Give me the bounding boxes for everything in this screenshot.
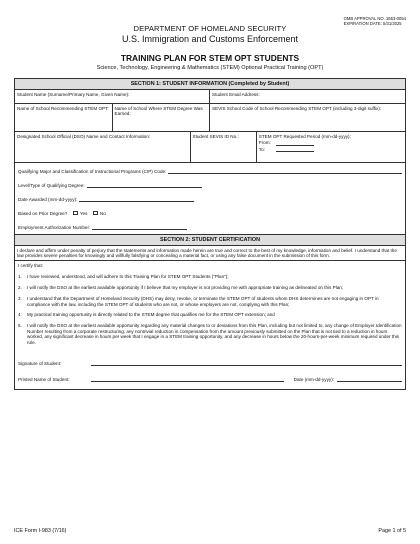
form-id: ICE Form I-983 (7/16) (14, 528, 67, 534)
signature-field[interactable] (18, 359, 402, 366)
sevis-school-code-label: SEVIS School Code of School Recommending STEM OPT (including 3-digit suffix): (212, 105, 382, 111)
form-title: TRAINING PLAN FOR STEM OPT STUDENTS (120, 53, 300, 63)
cip-field[interactable] (18, 168, 402, 174)
student-name-label: Student Name (Surname/Primary Name, Given Name): (17, 91, 130, 97)
form-subtitle: Science, Technology, Engineering & Mathematics (STEM) Optional Practical Training (OPT) (96, 65, 324, 71)
date-awarded-label: Date Awarded (mm-dd-yyyy): (18, 197, 78, 203)
signature-block (15, 349, 405, 389)
degree-level-field[interactable] (18, 182, 402, 188)
no-label: No (99, 210, 106, 216)
date-awarded-input[interactable] (79, 197, 194, 203)
cert-item: 5. I will notify the DSO at the earliest available opportunity regarding any material changes to or deviations from this Plan, including but not limited to, any change of Employer Identification Number resulting from a corporate restructuring, any nontrivial reduction in compensation from the amount previously submitted on the Plan that is not tied to a reduction in hours worked, any significant decrease in hours per week that I engage in a STEM training opportunity, and any decrease in hours below the 20-hours-per-week minimum required under this rule. (18, 323, 402, 345)
form-body (14, 78, 406, 390)
signature-input[interactable] (91, 361, 402, 367)
cert-item: 4. My practical training opportunity is directly related to the STEM degree that qualifies me for the STEM OPT extension; and (18, 312, 275, 318)
cert-item: 2. I will notify the DSO at the earliest available opportunity if I believe that my employer is not providing me with appropriate training as delineated on this Plan; (18, 285, 344, 291)
school-degree-field[interactable] (113, 104, 211, 131)
prior-degree-label: Based on Prior Degree? (18, 210, 68, 216)
opt-period-label: STEM OPT Requested Period (mm-dd-yyyy): (258, 133, 351, 139)
degree-info-block (15, 168, 405, 235)
ead-input[interactable] (92, 225, 187, 231)
certify-intro: I certify that: (18, 263, 44, 269)
sevis-school-code-field[interactable] (210, 104, 405, 131)
opt-period-field (257, 132, 405, 162)
to-label: To: (258, 146, 265, 152)
section2-heading: SECTION 2: STUDENT CERTIFICATION (15, 235, 405, 246)
agency-name: U.S. Immigration and Customs Enforcement (121, 34, 299, 44)
cert-item: 3. I understand that the Department of Homeland Security (DHS) may deny, revoke, or terminate the STEM OPT of students whom DHS determines are not engaging in OPT in compliance with the law, including the STEM OPT of students who are not, or whose employers are not, complying with this Plan; (18, 296, 379, 307)
student-email-field[interactable] (210, 90, 405, 103)
sevis-id-field[interactable] (191, 132, 257, 162)
form-header (14, 24, 406, 71)
to-input[interactable] (276, 147, 314, 153)
ead-field[interactable] (18, 224, 402, 230)
from-label: From: (258, 140, 271, 146)
date-awarded-field[interactable] (18, 196, 402, 202)
row-schools (15, 104, 405, 132)
row-name-email (15, 90, 405, 104)
cert-item: 1. I have reviewed, understood, and will adhere to this Training Plan for STEM OPT Students ("Plan"); (18, 274, 229, 280)
certification-items (15, 261, 405, 349)
ead-label: Employment Authorization Number: (18, 225, 91, 231)
cip-label: Qualifying Major and Classification of Instructional Programs (CIP) Code: (18, 169, 167, 175)
school-degree-label: Name of School Where STEM Degree Was Earned: (114, 105, 203, 117)
omb-approval: OMB APPROVAL NO. 1653-0054 (343, 16, 406, 21)
prior-degree-yes-checkbox[interactable] (73, 211, 78, 216)
printed-name-row (18, 375, 402, 382)
yes-label: Yes (79, 210, 88, 216)
cip-input[interactable] (168, 169, 402, 175)
printed-name-label: Printed Name of Student: (18, 377, 70, 383)
date-input[interactable] (337, 377, 402, 383)
degree-level-input[interactable] (87, 183, 202, 189)
printed-name-input[interactable] (91, 377, 284, 383)
sevis-id-label: Student SEVIS ID No.: (192, 133, 239, 139)
student-name-field[interactable] (15, 90, 210, 103)
school-recommending-label: Name of School Recommending STEM OPT: (17, 105, 109, 111)
omb-expiration: EXPIRATION DATE: 5/31/2025 (343, 21, 402, 27)
omb-info (344, 16, 406, 26)
row-dso (15, 132, 405, 163)
degree-level-label: Level/Type of Qualifying Degree: (18, 183, 85, 189)
signature-label: Signature of Student: (18, 361, 62, 367)
department-name: DEPARTMENT OF HOMELAND SECURITY (133, 24, 287, 33)
from-input[interactable] (276, 140, 314, 146)
prior-degree-field (18, 210, 402, 216)
period-from[interactable] (259, 140, 403, 146)
form-footer (14, 528, 406, 534)
page-number: Page 1 of 5 (378, 528, 406, 534)
certification-declaration: I declare and affirm under penalty of perjury that the statements and information made herein are true and correct to the best of my knowledge, information and belief. I understand that the law provides severe penalties for knowingly and willfully falsifying or concealing a material fact, or using any false document in the submission of this form. (15, 246, 405, 261)
dso-name-field[interactable] (15, 132, 191, 162)
dso-name-label: Designated School Official (DSO) Name and Contact Information: (17, 133, 151, 139)
school-recommending-field[interactable] (15, 104, 113, 131)
section1-heading: SECTION 1: STUDENT INFORMATION (Completed by Student) (15, 79, 405, 90)
prior-degree-no-checkbox[interactable] (93, 211, 98, 216)
student-email-label: Student Email Address: (212, 91, 260, 97)
period-to[interactable] (259, 147, 403, 153)
date-label: Date (mm-dd-yyyy): (293, 377, 334, 383)
